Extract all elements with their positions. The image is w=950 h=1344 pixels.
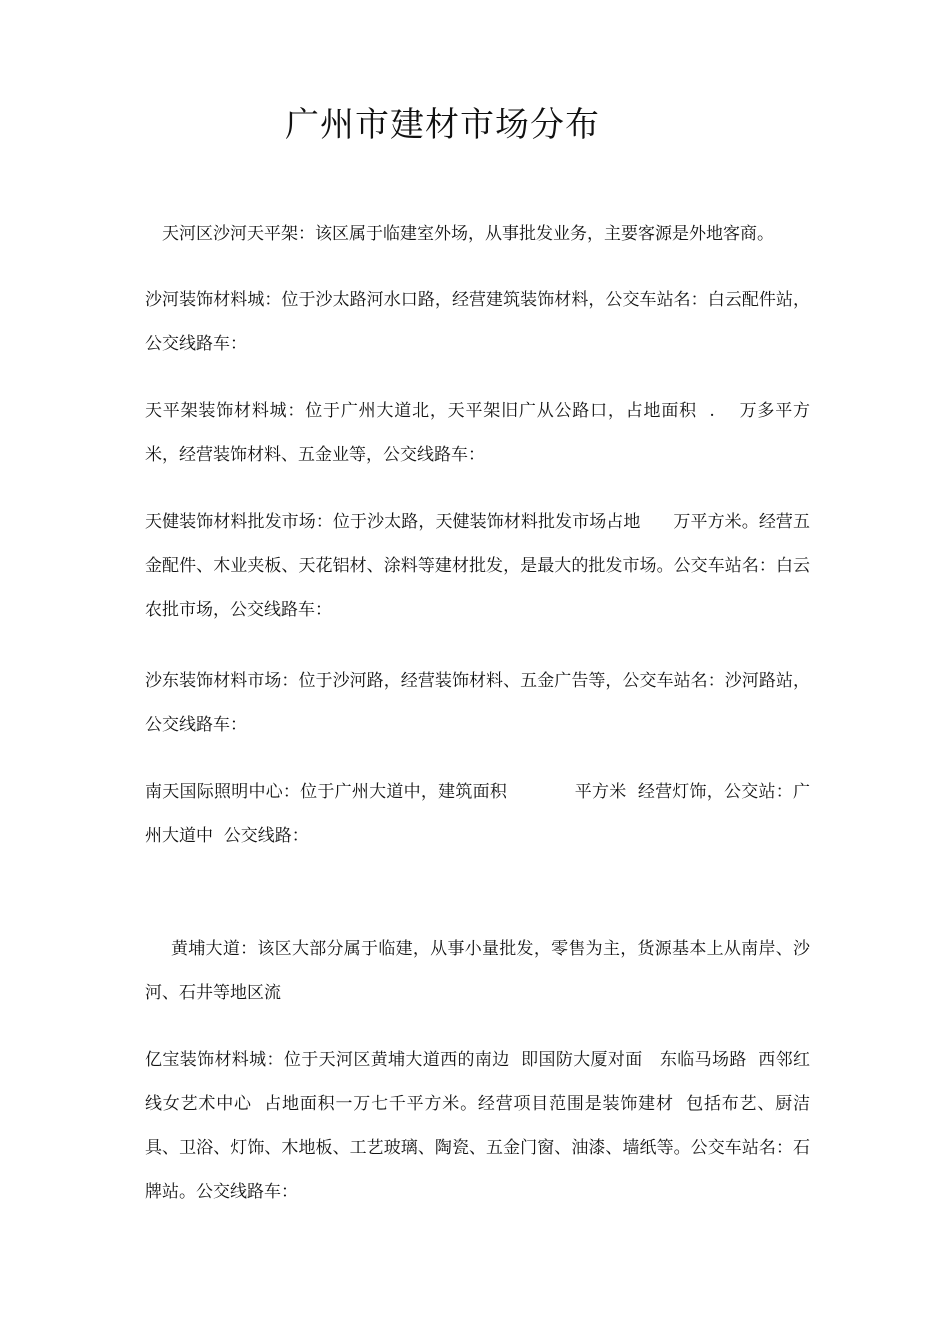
paragraph-shadong-market: 沙东装饰材料市场：位于沙河路，经营装饰材料、五金广告等，公交车站名：沙河路站，公交线路车： (145, 671, 810, 735)
paragraph-shahe-decoration-city: 沙河装饰材料城：位于沙太路河水口路，经营建筑装饰材料，公交车站名：白云配件站，公交线路车： (145, 290, 810, 354)
paragraph-huangpu-avenue: 黄埔大道：该区大部分属于临建，从事小量批发，零售为主，货源基本上从南岸、沙河、石井等地区流 (145, 939, 810, 1003)
paragraph-tianpingjia-decoration-city: 天平架装饰材料城：位于广州大道北，天平架旧广从公路口，占地面积 . 万多平方米，经营装饰材料、五金业等，公交线路车： (145, 401, 810, 465)
document-title: 广州市建材市场分布 (285, 105, 600, 145)
paragraph-yibao-decoration-city: 亿宝装饰材料城：位于天河区黄埔大道西的南边 即国防大厦对面 东临马场路 西邻红线女艺术中心 占地面积一万七千平方米。经营项目范围是装饰建材 包括布艺、厨洁具、卫浴、灯饰、木地板、工艺玻璃、陶瓷、五金门窗、油漆、墙纸等。公交车站名：石牌站。公交线路车： (145, 1050, 810, 1202)
paragraph-tianhe-shahe: 天河区沙河天平架：该区属于临建室外场，从事批发业务，主要客源是外地客商。 (162, 224, 774, 244)
paragraph-nantian-lighting-center: 南天国际照明中心：位于广州大道中，建筑面积 平方米 经营灯饰，公交站：广州大道中 公交线路： (145, 782, 810, 846)
paragraph-tianjian-wholesale-market: 天健装饰材料批发市场：位于沙太路，天健装饰材料批发市场占地 万平方米。经营五金配件、木业夹板、天花铝材、涂料等建材批发，是最大的批发市场。公交车站名：白云农批市场，公交线路车： (145, 512, 810, 620)
